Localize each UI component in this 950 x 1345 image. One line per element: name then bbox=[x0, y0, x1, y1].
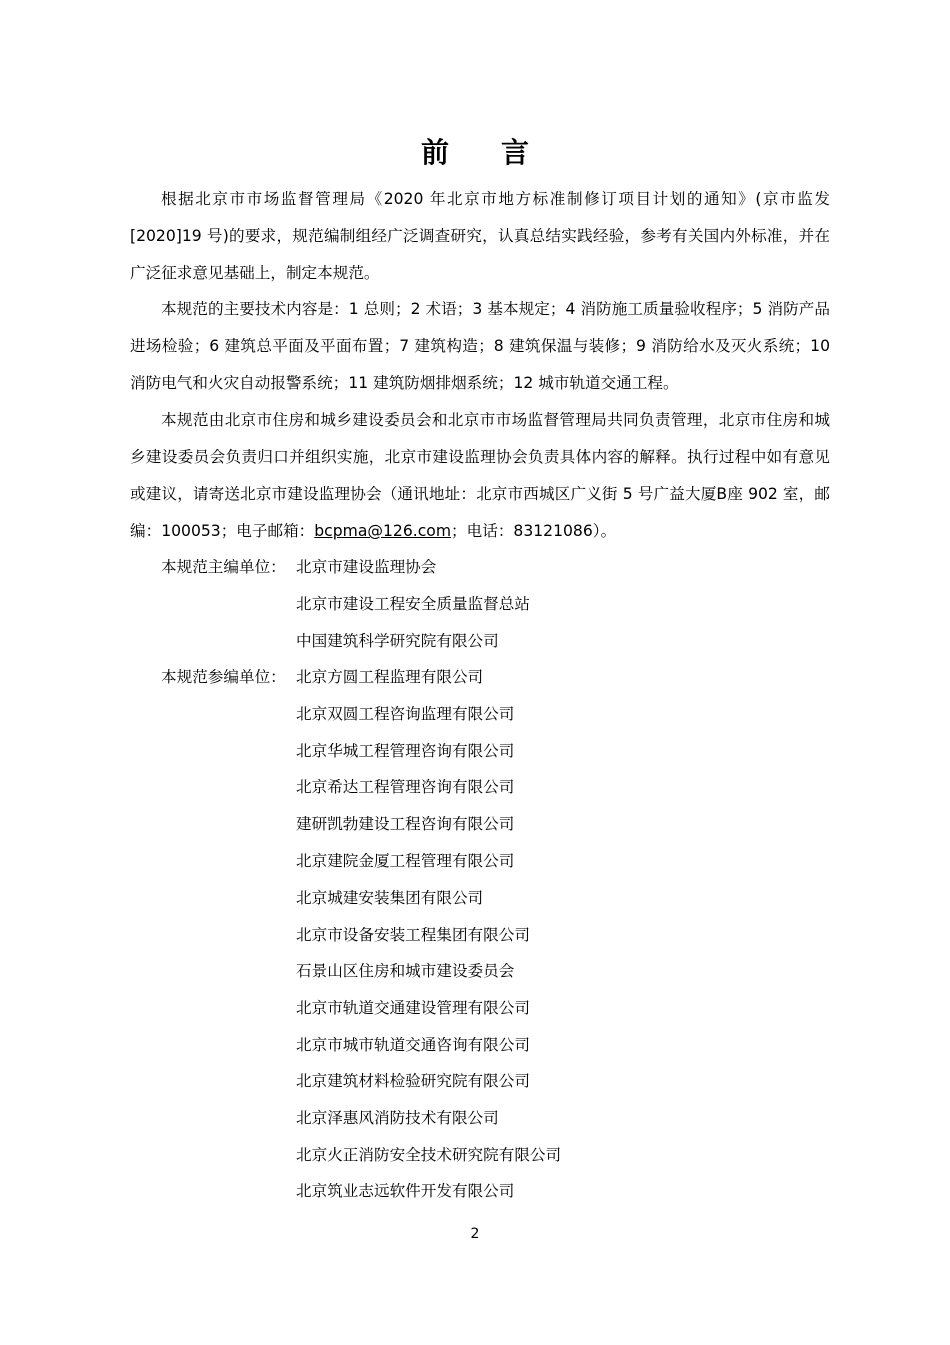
participating-unit-item: 北京建院金厦工程管理有限公司 bbox=[296, 852, 515, 870]
participating-unit-item: 北京筑业志远软件开发有限公司 bbox=[296, 1182, 515, 1200]
participating-unit-item: 北京市城市轨道交通咨询有限公司 bbox=[296, 1036, 530, 1054]
participating-unit-item: 石景山区住房和城市建设委员会 bbox=[296, 962, 515, 980]
participating-unit-item: 北京市设备安装工程集团有限公司 bbox=[296, 926, 530, 944]
paragraph-management bbox=[130, 402, 830, 550]
participating-unit-item: 北京泽惠风消防技术有限公司 bbox=[296, 1109, 499, 1127]
page-number: 2 bbox=[470, 1226, 480, 1242]
participating-unit-item: 北京城建安装集团有限公司 bbox=[296, 889, 484, 907]
paragraph-contents: 本规范的主要技术内容是：1 总则；2 术语；3 基本规定；4 消防施工质量验收程序；5 消防产品进场检验；6 建筑总平面及平面布置；7 建筑构造；8 建筑保温与装修；9 消防给水及灭火系统；10 消防电气和火灾自动报警系统；11 建筑防烟排烟系统；12 城市轨道交通工程。 bbox=[130, 300, 830, 392]
paragraph-origin: 根据北京市市场监督管理局《2020 年北京市地方标准制修订项目计划的通知》(京市监发[2020]19 号)的要求，规范编制组经广泛调查研究，认真总结实践经验，参考有关国内外标准，并在广泛征求意见基础上，制定本规范。 bbox=[130, 190, 830, 282]
participating-units-label: 本规范参编单位： bbox=[161, 668, 286, 686]
participating-unit-item: 北京方圆工程监理有限公司 bbox=[296, 668, 484, 686]
chief-unit-item: 中国建筑科学研究院有限公司 bbox=[296, 632, 499, 650]
page-title: 前言 bbox=[420, 136, 581, 169]
email-link[interactable]: bcpma@126.com bbox=[314, 522, 452, 540]
participating-unit-item: 北京建筑材料检验研究院有限公司 bbox=[296, 1072, 530, 1090]
participating-unit-item: 北京华城工程管理咨询有限公司 bbox=[296, 742, 515, 760]
chief-units-label: 本规范主编单位： bbox=[161, 558, 286, 576]
participating-unit-item: 北京市轨道交通建设管理有限公司 bbox=[296, 999, 530, 1017]
paragraph-management-text-a: 本规范由北京市住房和城乡建设委员会和北京市市场监督管理局共同负责管理，北京市住房和城乡建设委员会负责归口并组织实施，北京市建设监理协会负责具体内容的解释。执行过程中如有意见或建议，请寄送北京市建设监理协会（通讯地址：北京市西城区广义街 5 号广益大厦B座 902 室，邮编：100053；电子邮箱： bbox=[130, 411, 830, 540]
participating-unit-item: 北京希达工程管理咨询有限公司 bbox=[296, 778, 515, 796]
chief-unit-item: 北京市建设监理协会 bbox=[296, 558, 437, 576]
participating-unit-item: 北京火正消防安全技术研究院有限公司 bbox=[296, 1146, 562, 1164]
chief-unit-item: 北京市建设工程安全质量监督总站 bbox=[296, 595, 530, 613]
participating-unit-item: 建研凯勃建设工程咨询有限公司 bbox=[296, 815, 515, 833]
paragraph-management-text-b: ；电话：83121086）。 bbox=[451, 522, 617, 540]
participating-unit-item: 北京双圆工程咨询监理有限公司 bbox=[296, 705, 515, 723]
